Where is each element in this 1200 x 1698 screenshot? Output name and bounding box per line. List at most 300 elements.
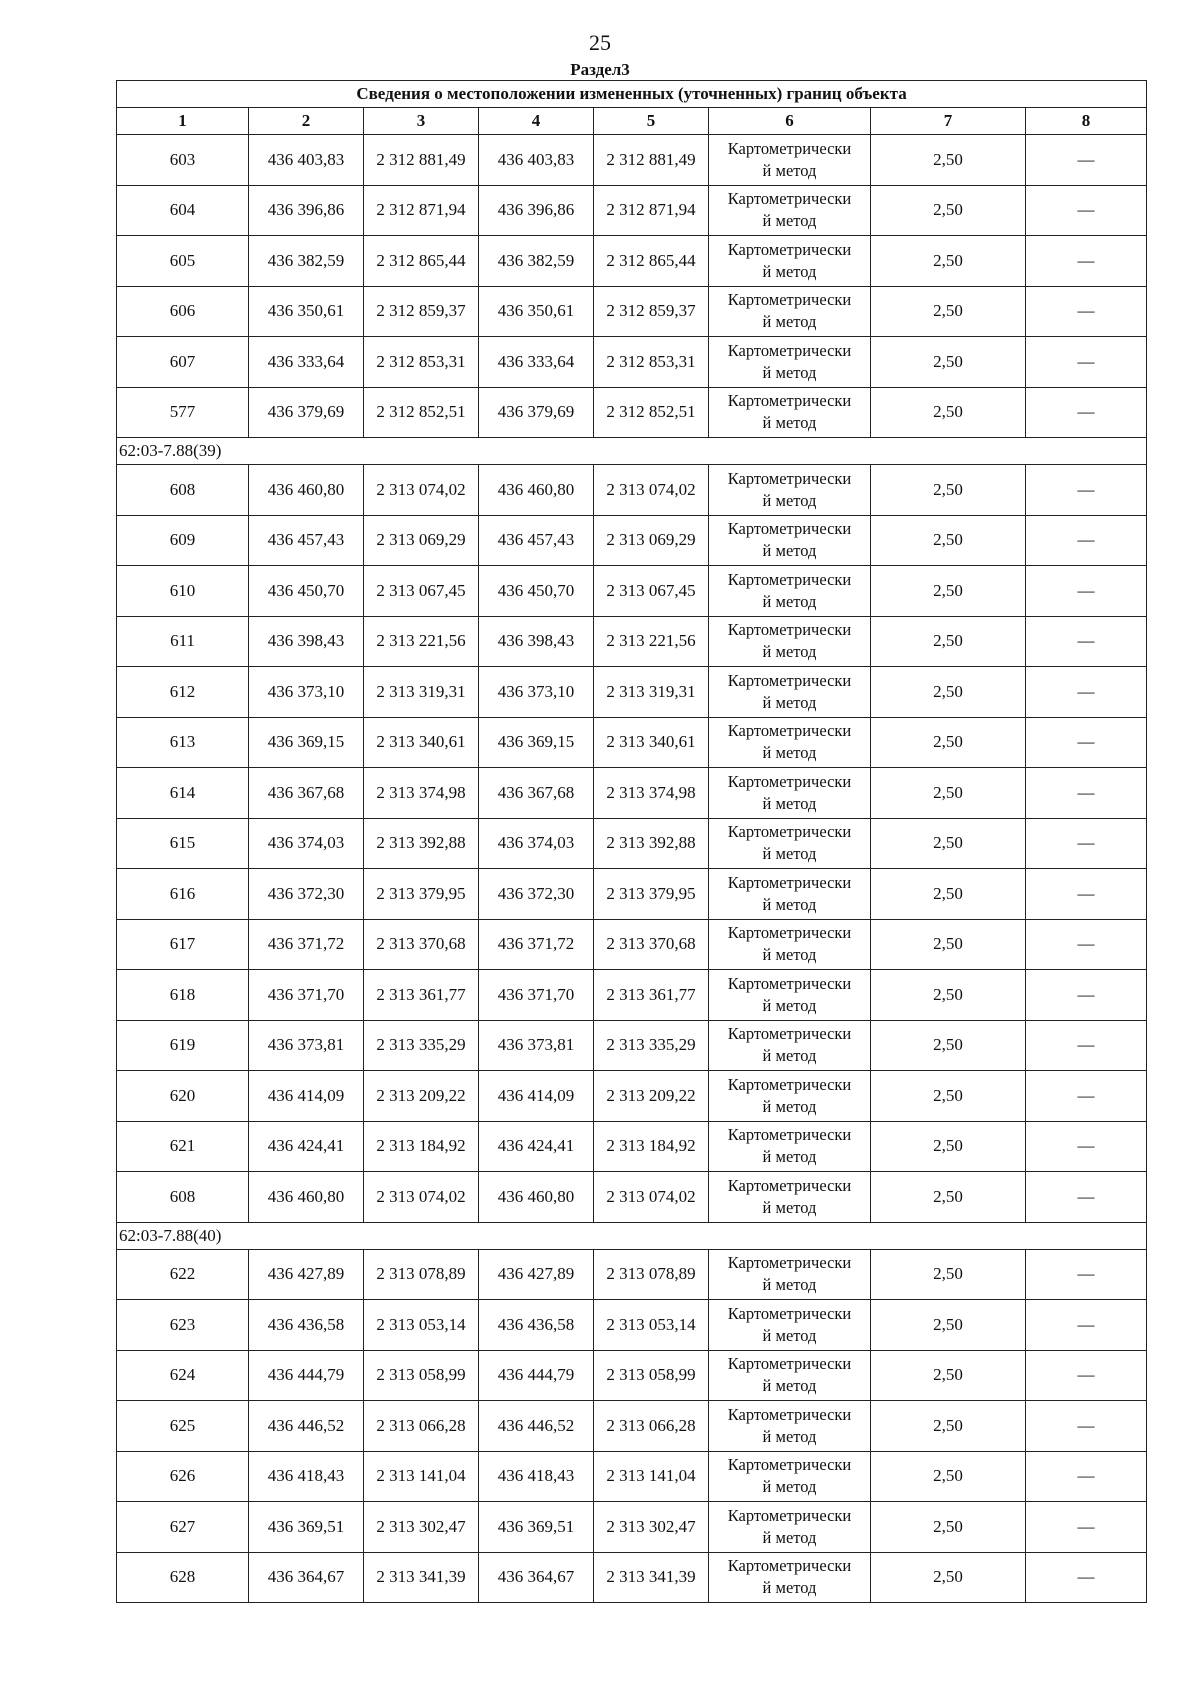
method-line-2: й метод [762, 211, 817, 231]
description-cell: — [1026, 616, 1147, 667]
point-number-cell: 624 [117, 1350, 249, 1401]
table-row [117, 1552, 1147, 1603]
x-coordinate-cell: 436 450,70 [249, 566, 364, 617]
x-coordinate-cell: 436 350,61 [249, 286, 364, 337]
table-row [117, 286, 1147, 337]
table-row [117, 1121, 1147, 1172]
column-number: 1 [117, 108, 249, 135]
table-row [117, 1020, 1147, 1071]
x-coordinate-cell: 436 460,80 [479, 1172, 594, 1223]
table-row [117, 387, 1147, 438]
accuracy-cell: 2,50 [871, 387, 1026, 438]
method-line-2: й метод [762, 160, 817, 180]
y-coordinate-cell: 2 313 078,89 [364, 1249, 479, 1300]
x-coordinate-cell: 436 369,51 [479, 1502, 594, 1553]
x-coordinate-cell: 436 414,09 [479, 1071, 594, 1122]
method-line-1: Картометрически [727, 138, 852, 158]
accuracy-cell: 2,50 [871, 970, 1026, 1021]
method-cell [709, 515, 871, 566]
x-coordinate-cell: 436 369,15 [479, 717, 594, 768]
method-line-1: Картометрически [727, 721, 852, 741]
method-line-1: Картометрически [727, 290, 852, 310]
method-line-2: й метод [762, 261, 817, 281]
method-line-2: й метод [762, 995, 817, 1015]
y-coordinate-cell: 2 313 374,98 [594, 768, 709, 819]
accuracy-cell: 2,50 [871, 667, 1026, 718]
x-coordinate-cell: 436 369,51 [249, 1502, 364, 1553]
table-row [117, 465, 1147, 516]
table-row [117, 1350, 1147, 1401]
accuracy-cell: 2,50 [871, 818, 1026, 869]
accuracy-cell: 2,50 [871, 337, 1026, 388]
x-coordinate-cell: 436 403,83 [249, 135, 364, 186]
y-coordinate-cell: 2 312 871,94 [364, 185, 479, 236]
x-coordinate-cell: 436 396,86 [249, 185, 364, 236]
method-cell [709, 465, 871, 516]
method-cell [709, 1350, 871, 1401]
group-label: 62:03-7.88(40) [117, 1222, 1147, 1249]
group-label: 62:03-7.88(39) [117, 438, 1147, 465]
y-coordinate-cell: 2 313 209,22 [594, 1071, 709, 1122]
y-coordinate-cell: 2 313 361,77 [594, 970, 709, 1021]
method-line-1: Картометрически [727, 569, 852, 589]
description-cell: — [1026, 465, 1147, 516]
point-number-cell: 615 [117, 818, 249, 869]
method-line-2: й метод [762, 945, 817, 965]
y-coordinate-cell: 2 312 859,37 [364, 286, 479, 337]
description-cell: — [1026, 337, 1147, 388]
method-cell [709, 135, 871, 186]
method-cell [709, 337, 871, 388]
method-line-1: Картометрически [727, 468, 852, 488]
y-coordinate-cell: 2 313 319,31 [364, 667, 479, 718]
description-cell: — [1026, 387, 1147, 438]
method-line-1: Картометрически [727, 1175, 852, 1195]
method-cell [709, 1172, 871, 1223]
point-number-cell: 605 [117, 236, 249, 287]
point-number-cell: 577 [117, 387, 249, 438]
y-coordinate-cell: 2 313 302,47 [594, 1502, 709, 1553]
description-cell: — [1026, 515, 1147, 566]
x-coordinate-cell: 436 460,80 [479, 465, 594, 516]
y-coordinate-cell: 2 312 852,51 [594, 387, 709, 438]
x-coordinate-cell: 436 373,10 [249, 667, 364, 718]
method-line-1: Картометрически [727, 973, 852, 993]
method-cell [709, 970, 871, 1021]
method-cell [709, 1121, 871, 1172]
y-coordinate-cell: 2 312 853,31 [364, 337, 479, 388]
method-line-1: Картометрически [727, 1556, 852, 1576]
accuracy-cell: 2,50 [871, 1401, 1026, 1452]
method-line-1: Картометрически [727, 189, 852, 209]
x-coordinate-cell: 436 371,72 [479, 919, 594, 970]
table-body [117, 135, 1147, 1603]
y-coordinate-cell: 2 313 221,56 [364, 616, 479, 667]
point-number-cell: 607 [117, 337, 249, 388]
point-number-cell: 612 [117, 667, 249, 718]
point-number-cell: 616 [117, 869, 249, 920]
group-header-row [117, 438, 1147, 465]
description-cell: — [1026, 135, 1147, 186]
point-number-cell: 619 [117, 1020, 249, 1071]
y-coordinate-cell: 2 313 069,29 [364, 515, 479, 566]
method-line-1: Картометрически [727, 1455, 852, 1475]
method-cell [709, 1451, 871, 1502]
method-cell [709, 1401, 871, 1452]
x-coordinate-cell: 436 373,81 [479, 1020, 594, 1071]
table-row [117, 236, 1147, 287]
x-coordinate-cell: 436 367,68 [249, 768, 364, 819]
method-line-1: Картометрически [727, 620, 852, 640]
accuracy-cell: 2,50 [871, 1300, 1026, 1351]
accuracy-cell: 2,50 [871, 1071, 1026, 1122]
method-line-2: й метод [762, 1197, 817, 1217]
x-coordinate-cell: 436 460,80 [249, 1172, 364, 1223]
y-coordinate-cell: 2 313 209,22 [364, 1071, 479, 1122]
x-coordinate-cell: 436 374,03 [249, 818, 364, 869]
accuracy-cell: 2,50 [871, 768, 1026, 819]
description-cell: — [1026, 1451, 1147, 1502]
point-number-cell: 603 [117, 135, 249, 186]
y-coordinate-cell: 2 313 340,61 [364, 717, 479, 768]
y-coordinate-cell: 2 313 379,95 [364, 869, 479, 920]
description-cell: — [1026, 1121, 1147, 1172]
method-line-1: Картометрически [727, 670, 852, 690]
x-coordinate-cell: 436 364,67 [249, 1552, 364, 1603]
table-row [117, 337, 1147, 388]
method-cell [709, 869, 871, 920]
x-coordinate-cell: 436 460,80 [249, 465, 364, 516]
accuracy-cell: 2,50 [871, 1172, 1026, 1223]
y-coordinate-cell: 2 313 392,88 [364, 818, 479, 869]
description-cell: — [1026, 869, 1147, 920]
table-row [117, 566, 1147, 617]
x-coordinate-cell: 436 427,89 [249, 1249, 364, 1300]
accuracy-cell: 2,50 [871, 566, 1026, 617]
x-coordinate-cell: 436 450,70 [479, 566, 594, 617]
table-row [117, 1249, 1147, 1300]
point-number-cell: 613 [117, 717, 249, 768]
method-line-2: й метод [762, 1275, 817, 1295]
table-row [117, 616, 1147, 667]
x-coordinate-cell: 436 364,67 [479, 1552, 594, 1603]
method-cell [709, 1502, 871, 1553]
accuracy-cell: 2,50 [871, 135, 1026, 186]
x-coordinate-cell: 436 350,61 [479, 286, 594, 337]
method-line-2: й метод [762, 413, 817, 433]
y-coordinate-cell: 2 313 067,45 [364, 566, 479, 617]
table-row [117, 970, 1147, 1021]
description-cell: — [1026, 1172, 1147, 1223]
x-coordinate-cell: 436 333,64 [249, 337, 364, 388]
accuracy-cell: 2,50 [871, 1121, 1026, 1172]
method-cell [709, 717, 871, 768]
y-coordinate-cell: 2 313 074,02 [364, 465, 479, 516]
accuracy-cell: 2,50 [871, 616, 1026, 667]
method-line-2: й метод [762, 1527, 817, 1547]
table-row [117, 1451, 1147, 1502]
x-coordinate-cell: 436 446,52 [249, 1401, 364, 1452]
x-coordinate-cell: 436 382,59 [249, 236, 364, 287]
method-line-1: Картометрически [727, 1253, 852, 1273]
x-coordinate-cell: 436 427,89 [479, 1249, 594, 1300]
method-cell [709, 236, 871, 287]
method-line-1: Картометрически [727, 923, 852, 943]
y-coordinate-cell: 2 313 361,77 [364, 970, 479, 1021]
y-coordinate-cell: 2 313 335,29 [594, 1020, 709, 1071]
x-coordinate-cell: 436 373,10 [479, 667, 594, 718]
x-coordinate-cell: 436 396,86 [479, 185, 594, 236]
method-cell [709, 1071, 871, 1122]
method-line-2: й метод [762, 894, 817, 914]
method-line-1: Картометрически [727, 239, 852, 259]
description-cell: — [1026, 667, 1147, 718]
column-number: 6 [709, 108, 871, 135]
description-cell: — [1026, 1249, 1147, 1300]
method-line-2: й метод [762, 1376, 817, 1396]
point-number-cell: 610 [117, 566, 249, 617]
table-row [117, 1172, 1147, 1223]
y-coordinate-cell: 2 313 184,92 [364, 1121, 479, 1172]
x-coordinate-cell: 436 424,41 [479, 1121, 594, 1172]
accuracy-cell: 2,50 [871, 515, 1026, 566]
method-cell [709, 1300, 871, 1351]
accuracy-cell: 2,50 [871, 465, 1026, 516]
y-coordinate-cell: 2 313 335,29 [364, 1020, 479, 1071]
method-line-1: Картометрически [727, 1125, 852, 1145]
x-coordinate-cell: 436 418,43 [249, 1451, 364, 1502]
method-line-2: й метод [762, 1046, 817, 1066]
column-number: 7 [871, 108, 1026, 135]
method-cell [709, 1249, 871, 1300]
accuracy-cell: 2,50 [871, 236, 1026, 287]
description-cell: — [1026, 286, 1147, 337]
y-coordinate-cell: 2 313 340,61 [594, 717, 709, 768]
y-coordinate-cell: 2 312 881,49 [594, 135, 709, 186]
description-cell: — [1026, 717, 1147, 768]
description-cell: — [1026, 919, 1147, 970]
table-row [117, 717, 1147, 768]
method-line-1: Картометрически [727, 1303, 852, 1323]
accuracy-cell: 2,50 [871, 919, 1026, 970]
description-cell: — [1026, 1300, 1147, 1351]
x-coordinate-cell: 436 418,43 [479, 1451, 594, 1502]
x-coordinate-cell: 436 403,83 [479, 135, 594, 186]
y-coordinate-cell: 2 312 852,51 [364, 387, 479, 438]
method-line-1: Картометрически [727, 519, 852, 539]
table-row [117, 869, 1147, 920]
point-number-cell: 627 [117, 1502, 249, 1553]
method-line-1: Картометрически [727, 391, 852, 411]
y-coordinate-cell: 2 312 859,37 [594, 286, 709, 337]
x-coordinate-cell: 436 444,79 [249, 1350, 364, 1401]
y-coordinate-cell: 2 312 853,31 [594, 337, 709, 388]
method-line-1: Картометрически [727, 1404, 852, 1424]
method-line-1: Картометрически [727, 872, 852, 892]
y-coordinate-cell: 2 313 058,99 [364, 1350, 479, 1401]
point-number-cell: 606 [117, 286, 249, 337]
point-number-cell: 614 [117, 768, 249, 819]
point-number-cell: 623 [117, 1300, 249, 1351]
method-cell [709, 387, 871, 438]
y-coordinate-cell: 2 312 865,44 [594, 236, 709, 287]
y-coordinate-cell: 2 312 881,49 [364, 135, 479, 186]
description-cell: — [1026, 236, 1147, 287]
point-number-cell: 626 [117, 1451, 249, 1502]
accuracy-cell: 2,50 [871, 869, 1026, 920]
x-coordinate-cell: 436 371,70 [249, 970, 364, 1021]
y-coordinate-cell: 2 313 379,95 [594, 869, 709, 920]
point-number-cell: 608 [117, 465, 249, 516]
method-line-1: Картометрически [727, 771, 852, 791]
y-coordinate-cell: 2 313 069,29 [594, 515, 709, 566]
accuracy-cell: 2,50 [871, 1451, 1026, 1502]
y-coordinate-cell: 2 313 221,56 [594, 616, 709, 667]
y-coordinate-cell: 2 313 374,98 [364, 768, 479, 819]
point-number-cell: 628 [117, 1552, 249, 1603]
section-title: Раздел3 [570, 60, 630, 79]
y-coordinate-cell: 2 313 053,14 [594, 1300, 709, 1351]
method-line-2: й метод [762, 312, 817, 332]
accuracy-cell: 2,50 [871, 1020, 1026, 1071]
table-row [117, 667, 1147, 718]
table-row [117, 515, 1147, 566]
method-line-1: Картометрически [727, 822, 852, 842]
table-row [117, 1300, 1147, 1351]
x-coordinate-cell: 436 369,15 [249, 717, 364, 768]
y-coordinate-cell: 2 313 392,88 [594, 818, 709, 869]
accuracy-cell: 2,50 [871, 1552, 1026, 1603]
column-number: 8 [1026, 108, 1147, 135]
table-row [117, 1502, 1147, 1553]
method-line-2: й метод [762, 844, 817, 864]
y-coordinate-cell: 2 313 066,28 [594, 1401, 709, 1452]
point-number-cell: 611 [117, 616, 249, 667]
point-number-cell: 620 [117, 1071, 249, 1122]
description-cell: — [1026, 185, 1147, 236]
method-line-2: й метод [762, 692, 817, 712]
x-coordinate-cell: 436 374,03 [479, 818, 594, 869]
boundary-coordinates-table [116, 80, 1147, 1603]
x-coordinate-cell: 436 367,68 [479, 768, 594, 819]
point-number-cell: 608 [117, 1172, 249, 1223]
y-coordinate-cell: 2 313 141,04 [364, 1451, 479, 1502]
description-cell: — [1026, 1071, 1147, 1122]
method-line-2: й метод [762, 642, 817, 662]
accuracy-cell: 2,50 [871, 1249, 1026, 1300]
y-coordinate-cell: 2 313 141,04 [594, 1451, 709, 1502]
column-number: 2 [249, 108, 364, 135]
method-line-1: Картометрически [727, 1354, 852, 1374]
method-cell [709, 1020, 871, 1071]
point-number-cell: 609 [117, 515, 249, 566]
y-coordinate-cell: 2 312 865,44 [364, 236, 479, 287]
y-coordinate-cell: 2 313 074,02 [594, 1172, 709, 1223]
y-coordinate-cell: 2 313 370,68 [594, 919, 709, 970]
page-number: 25 [589, 30, 611, 55]
y-coordinate-cell: 2 313 370,68 [364, 919, 479, 970]
table-title: Сведения о местоположении измененных (уточненных) границ объекта [117, 81, 1147, 108]
x-coordinate-cell: 436 436,58 [249, 1300, 364, 1351]
x-coordinate-cell: 436 379,69 [479, 387, 594, 438]
x-coordinate-cell: 436 436,58 [479, 1300, 594, 1351]
y-coordinate-cell: 2 313 067,45 [594, 566, 709, 617]
description-cell: — [1026, 566, 1147, 617]
description-cell: — [1026, 1401, 1147, 1452]
table-row [117, 135, 1147, 186]
method-line-2: й метод [762, 1147, 817, 1167]
accuracy-cell: 2,50 [871, 185, 1026, 236]
description-cell: — [1026, 818, 1147, 869]
method-line-2: й метод [762, 490, 817, 510]
description-cell: — [1026, 1502, 1147, 1553]
x-coordinate-cell: 436 414,09 [249, 1071, 364, 1122]
y-coordinate-cell: 2 313 341,39 [594, 1552, 709, 1603]
y-coordinate-cell: 2 313 074,02 [594, 465, 709, 516]
method-cell [709, 566, 871, 617]
y-coordinate-cell: 2 313 341,39 [364, 1552, 479, 1603]
x-coordinate-cell: 436 444,79 [479, 1350, 594, 1401]
method-line-2: й метод [762, 1578, 817, 1598]
table-row [117, 1071, 1147, 1122]
x-coordinate-cell: 436 446,52 [479, 1401, 594, 1452]
y-coordinate-cell: 2 313 302,47 [364, 1502, 479, 1553]
description-cell: — [1026, 970, 1147, 1021]
description-cell: — [1026, 1552, 1147, 1603]
method-line-1: Картометрически [727, 1074, 852, 1094]
column-number: 4 [479, 108, 594, 135]
method-line-2: й метод [762, 541, 817, 561]
description-cell: — [1026, 1350, 1147, 1401]
method-cell [709, 768, 871, 819]
method-line-1: Картометрически [727, 340, 852, 360]
x-coordinate-cell: 436 424,41 [249, 1121, 364, 1172]
method-line-2: й метод [762, 362, 817, 382]
method-cell [709, 286, 871, 337]
method-line-2: й метод [762, 591, 817, 611]
accuracy-cell: 2,50 [871, 286, 1026, 337]
point-number-cell: 622 [117, 1249, 249, 1300]
method-cell [709, 818, 871, 869]
method-line-2: й метод [762, 1096, 817, 1116]
point-number-cell: 625 [117, 1401, 249, 1452]
x-coordinate-cell: 436 457,43 [479, 515, 594, 566]
method-line-2: й метод [762, 1426, 817, 1446]
point-number-cell: 604 [117, 185, 249, 236]
x-coordinate-cell: 436 333,64 [479, 337, 594, 388]
y-coordinate-cell: 2 313 053,14 [364, 1300, 479, 1351]
group-header-row [117, 1222, 1147, 1249]
x-coordinate-cell: 436 398,43 [249, 616, 364, 667]
table-row [117, 768, 1147, 819]
y-coordinate-cell: 2 313 078,89 [594, 1249, 709, 1300]
accuracy-cell: 2,50 [871, 1502, 1026, 1553]
method-line-1: Картометрически [727, 1505, 852, 1525]
method-line-2: й метод [762, 793, 817, 813]
x-coordinate-cell: 436 371,72 [249, 919, 364, 970]
method-line-2: й метод [762, 743, 817, 763]
point-number-cell: 618 [117, 970, 249, 1021]
x-coordinate-cell: 436 382,59 [479, 236, 594, 287]
method-line-2: й метод [762, 1325, 817, 1345]
y-coordinate-cell: 2 313 319,31 [594, 667, 709, 718]
table-row [117, 818, 1147, 869]
x-coordinate-cell: 436 373,81 [249, 1020, 364, 1071]
table-row [117, 185, 1147, 236]
description-cell: — [1026, 768, 1147, 819]
accuracy-cell: 2,50 [871, 717, 1026, 768]
table-row [117, 919, 1147, 970]
